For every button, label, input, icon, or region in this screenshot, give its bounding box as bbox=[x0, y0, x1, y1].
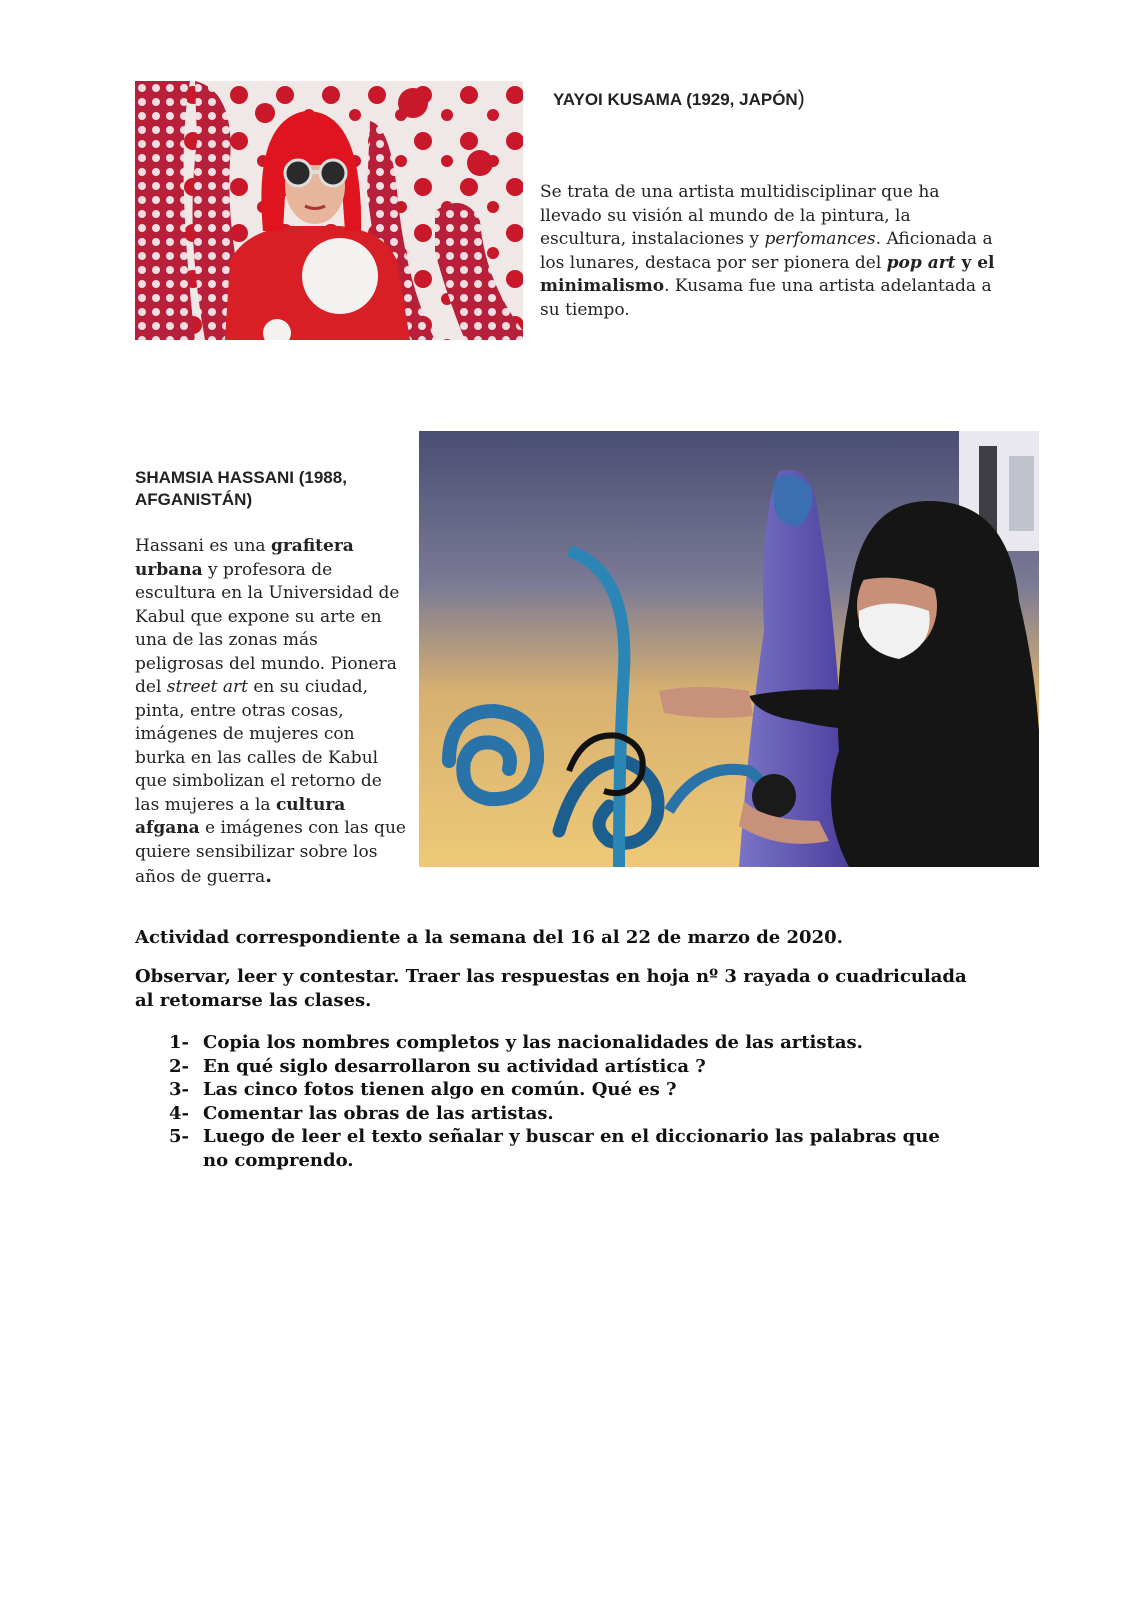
task-list bbox=[169, 1031, 959, 1172]
task-text: Comentar las obras de las artistas. bbox=[203, 1102, 554, 1124]
task-text: Copia los nombres completos y las nacionalidades de las artistas. bbox=[203, 1032, 863, 1053]
kusama-heading: YAYOI KUSAMA (1929, JAPÓN) bbox=[553, 87, 805, 110]
kusama-photo bbox=[135, 81, 523, 340]
list-item bbox=[169, 1125, 959, 1172]
hassani-heading-line2: AFGANISTÁN) bbox=[135, 490, 253, 509]
task-text: Las cinco fotos tienen algo en común. Qué es ? bbox=[203, 1079, 677, 1100]
task-number: 4- bbox=[169, 1102, 189, 1124]
list-item bbox=[169, 1031, 959, 1055]
list-item bbox=[169, 1102, 959, 1126]
hassani-heading-line1: SHAMSIA HASSANI (1988, bbox=[135, 468, 347, 487]
task-text: En qué siglo desarrollaron su actividad artística ? bbox=[203, 1055, 706, 1077]
kusama-photo-illustration bbox=[135, 81, 523, 340]
activity-instructions: Observar, leer y contestar. Traer las respuestas en hoja nº 3 rayada o cuadriculada al retomarse las clases. bbox=[135, 966, 967, 1011]
hassani-photo bbox=[419, 431, 1039, 867]
task-number: 3- bbox=[169, 1079, 189, 1100]
activity-week-line: Actividad correspondiente a la semana del 16 al 22 de marzo de 2020. bbox=[135, 927, 843, 948]
task-number: 1- bbox=[169, 1032, 189, 1053]
kusama-description: Se trata de una artista multidisciplinar que ha llevado su visión al mundo de la pintura, la escultura, instalaciones y perfomances. Aficionada a los lunares, destaca por ser pionera del pop art y el minimalismo. Kusama fue una artista adelantada a su tiempo. bbox=[540, 182, 995, 320]
list-item bbox=[169, 1078, 959, 1102]
hassani-description: Hassani es una grafitera urbana y profesora de escultura en la Universidad de Kabul que expone su arte en una de las zonas más peligrosas del mundo. Pionera del street art en su ciudad, pinta, entre otras cosas, imágenes de mujeres con burka en las calles de Kabul que simbolizan el retorno de las mujeres a la cultura afgana e imágenes con las que quiere sensibilizar sobre los años de guerra. bbox=[135, 536, 406, 887]
task-text: Luego de leer el texto señalar y buscar en el diccionario las palabras que no comprendo. bbox=[203, 1126, 940, 1171]
hassani-heading bbox=[135, 467, 405, 511]
hassani-photo-illustration bbox=[419, 431, 1039, 867]
task-number: 2- bbox=[169, 1055, 189, 1077]
list-item bbox=[169, 1055, 959, 1079]
task-number: 5- bbox=[169, 1126, 189, 1147]
